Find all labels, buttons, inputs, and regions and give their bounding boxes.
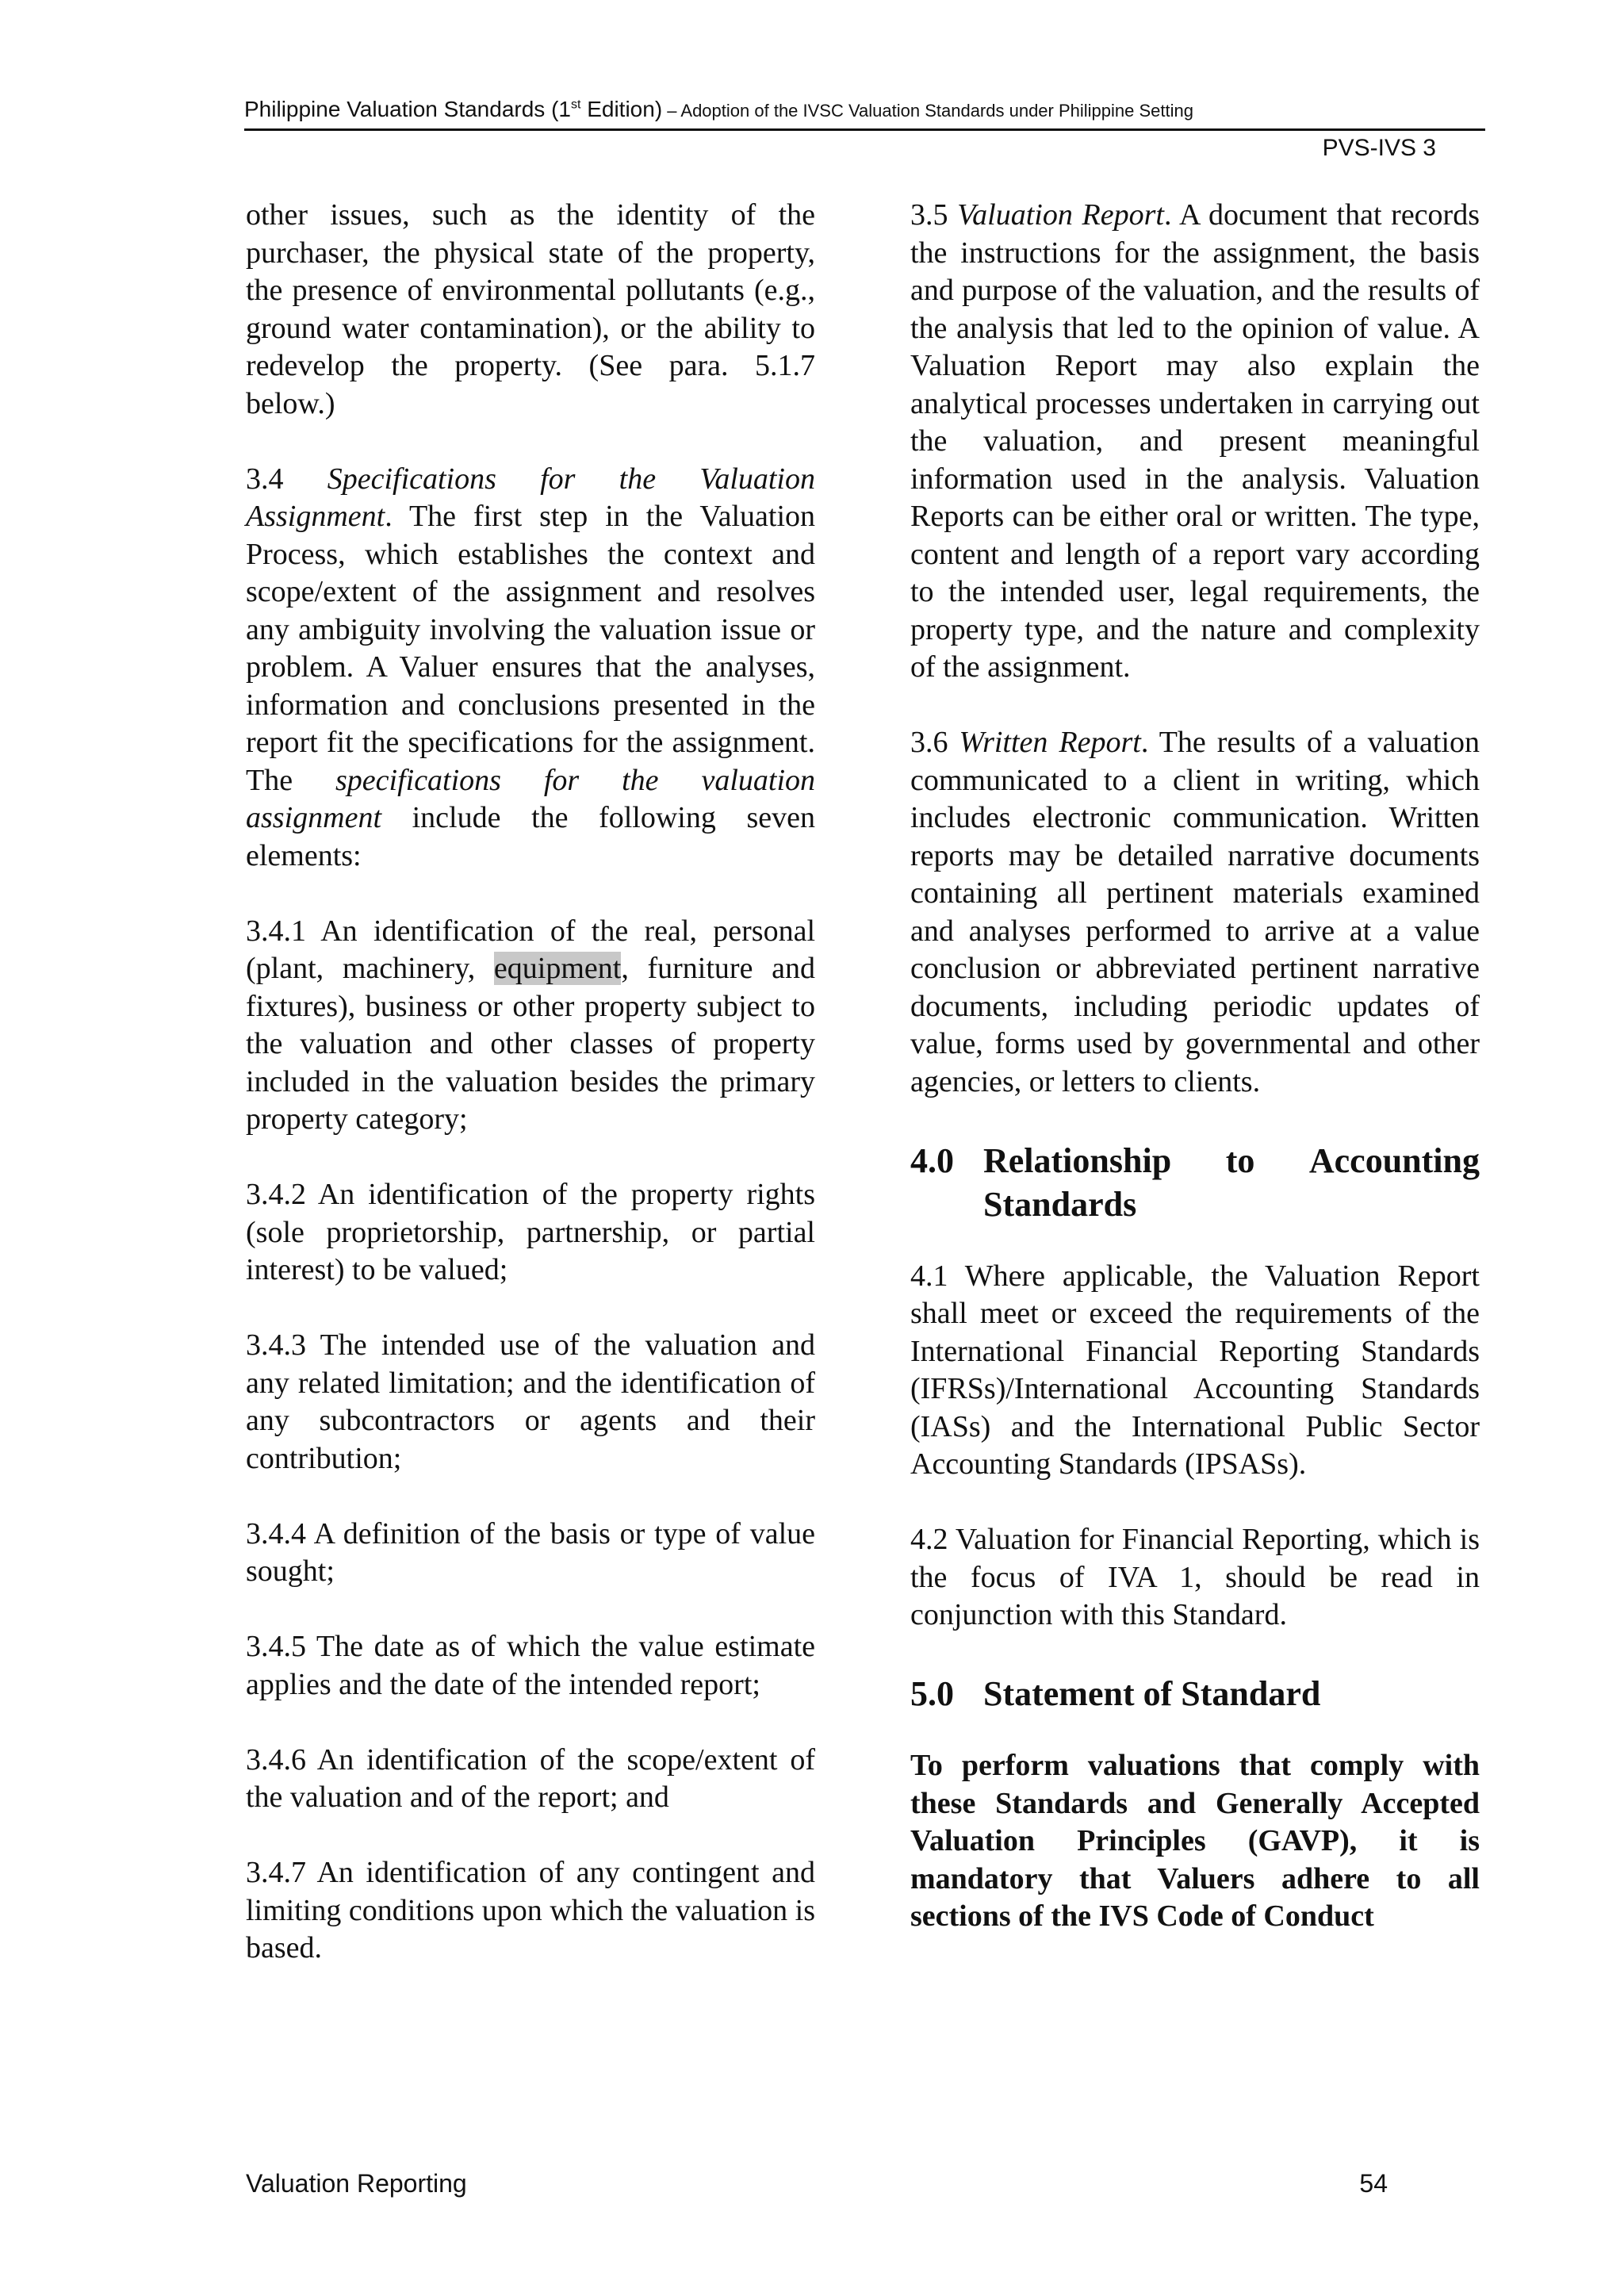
paragraph-3-5 [910, 197, 1480, 687]
paragraph-3-4-5: 3.4.5 The date as of which the value estimate applies and the date of the intended report; [246, 1630, 815, 1701]
defined-term: Valuation Report [957, 198, 1164, 232]
para-text: . A document that records the instructions for the assignment, the basis and purpose of the valuation, and the results of the analysis that led to the opinion of value. A Valuation Report may also explain the analytical processes undertaken in carrying out the valuation, and present meaningful information used in the analysis. Valuation Reports can be either oral or written. The type, content and length of a report vary according to the intended user, legal requirements, the property type, and the nature and complexity of the assignment. [910, 198, 1480, 684]
header-title-main: Philippine Valuation Standards (1 [244, 97, 571, 121]
defined-term: Specifications for the Valuation Assignment [246, 462, 815, 533]
para-text: 3.4.1 An identification of the real, personal (plant, machinery, [246, 914, 815, 985]
paragraph-3-4-4: 3.4.4 A definition of the basis or type of value sought; [246, 1516, 815, 1588]
paragraph-3-4-1 [246, 913, 815, 1139]
para-text-end: include the following seven elements: [246, 801, 815, 872]
header-title [244, 94, 1485, 127]
paragraph-3-4 [246, 461, 815, 876]
header-subtitle: – Adoption of the IVSC Valuation Standards under Philippine Setting [662, 101, 1193, 121]
section-heading-4 [910, 1139, 1480, 1226]
italic-phrase: specifications for the valuation assignment [246, 763, 816, 834]
page-number: 54 [1359, 2169, 1388, 2198]
standard-code: PVS-IVS 3 [1322, 135, 1436, 161]
para-text-end: , furniture and fixtures), business or other property subject to the valuation and other classes of property included in the valuation besides the primary property category; [246, 952, 815, 1136]
section-number: 5.0 [910, 1674, 954, 1713]
footer-title: Valuation Reporting [246, 2169, 467, 2198]
paragraph-3-4-6: 3.4.6 An identification of the scope/extent of the valuation and of the report; and [246, 1742, 815, 1814]
section-heading-line [910, 1139, 1480, 1182]
section-number: 4.0 [910, 1140, 954, 1180]
page-header [244, 94, 1485, 166]
highlighted-word: equipment [493, 952, 622, 985]
para-text: . The results of a valuation communicated to a client in writing, which includes electronic communication. Written reports may be detailed narrative documents containing all pertinent materials examined and analyses performed to arrive at a value conclusion or abbreviated pertinent narrative documents, including periodic updates of value, forms used by governmental and other agencies, or letters to clients. [910, 726, 1480, 1098]
para-number: 3.5 [910, 198, 958, 232]
section-heading-5 [910, 1672, 1480, 1715]
standard-statement: To perform valuations that comply with these Standards and Generally Accepted Valuation Principles (GAVP), it is mandatory that Valuers adhere to all sections of the IVS Code of Conduct [910, 1749, 1480, 1933]
para-number: 3.4 [246, 462, 327, 496]
paragraph: other issues, such as the identity of the purchaser, the physical state of the property, the presence of environmental pollutants (e.g., ground water contamination), or the ability to redevelop the property. (See para. 5.1.7 below.) [246, 198, 815, 420]
heading-word: Standards [983, 1184, 1137, 1224]
left-column [246, 197, 815, 1968]
paragraph-3-6 [910, 724, 1480, 1101]
paragraph-3-4-3: 3.4.3 The intended use of the valuation and any related limitation; and the identification of any subcontractors or agents and their contribution; [246, 1328, 815, 1475]
paragraph-4-1: 4.1 Where applicable, the Valuation Report shall meet or exceed the requirements of the International Financial Reporting Standards (IFRSs)/International Accounting Standards (IASs) and the International Public Sector Accounting Standards (IPSASs). [910, 1259, 1480, 1481]
right-column [910, 197, 1480, 1936]
page-footer [246, 2169, 1388, 2198]
paragraph-3-4-2: 3.4.2 An identification of the property rights (sole proprietorship, partnership, or partial interest) to be valued; [246, 1178, 815, 1286]
header-title-edition: Edition) [580, 97, 663, 121]
heading-word: to [1225, 1140, 1255, 1180]
header-title-sup: st [570, 98, 581, 112]
heading-word: Relationship [983, 1140, 1172, 1180]
defined-term: Written Report [959, 726, 1141, 759]
para-number: 3.6 [910, 726, 959, 759]
heading-word: Accounting [1308, 1140, 1480, 1180]
paragraph-4-2: 4.2 Valuation for Financial Reporting, which is the focus of IVA 1, should be read in conjunction with this Standard. [910, 1523, 1480, 1631]
section-title: Statement of Standard [983, 1674, 1321, 1713]
paragraph-3-4-7: 3.4.7 An identification of any contingent and limiting conditions upon which the valuation is based. [246, 1856, 815, 1964]
para-text: . The first step in the Valuation Process, which establishes the context and scope/extent of the assignment and resolves any ambiguity involving the valuation issue or problem. A Valuer ensures that the analyses, information and conclusions presented in the report fit the specifications for the assignment. The [246, 500, 815, 797]
